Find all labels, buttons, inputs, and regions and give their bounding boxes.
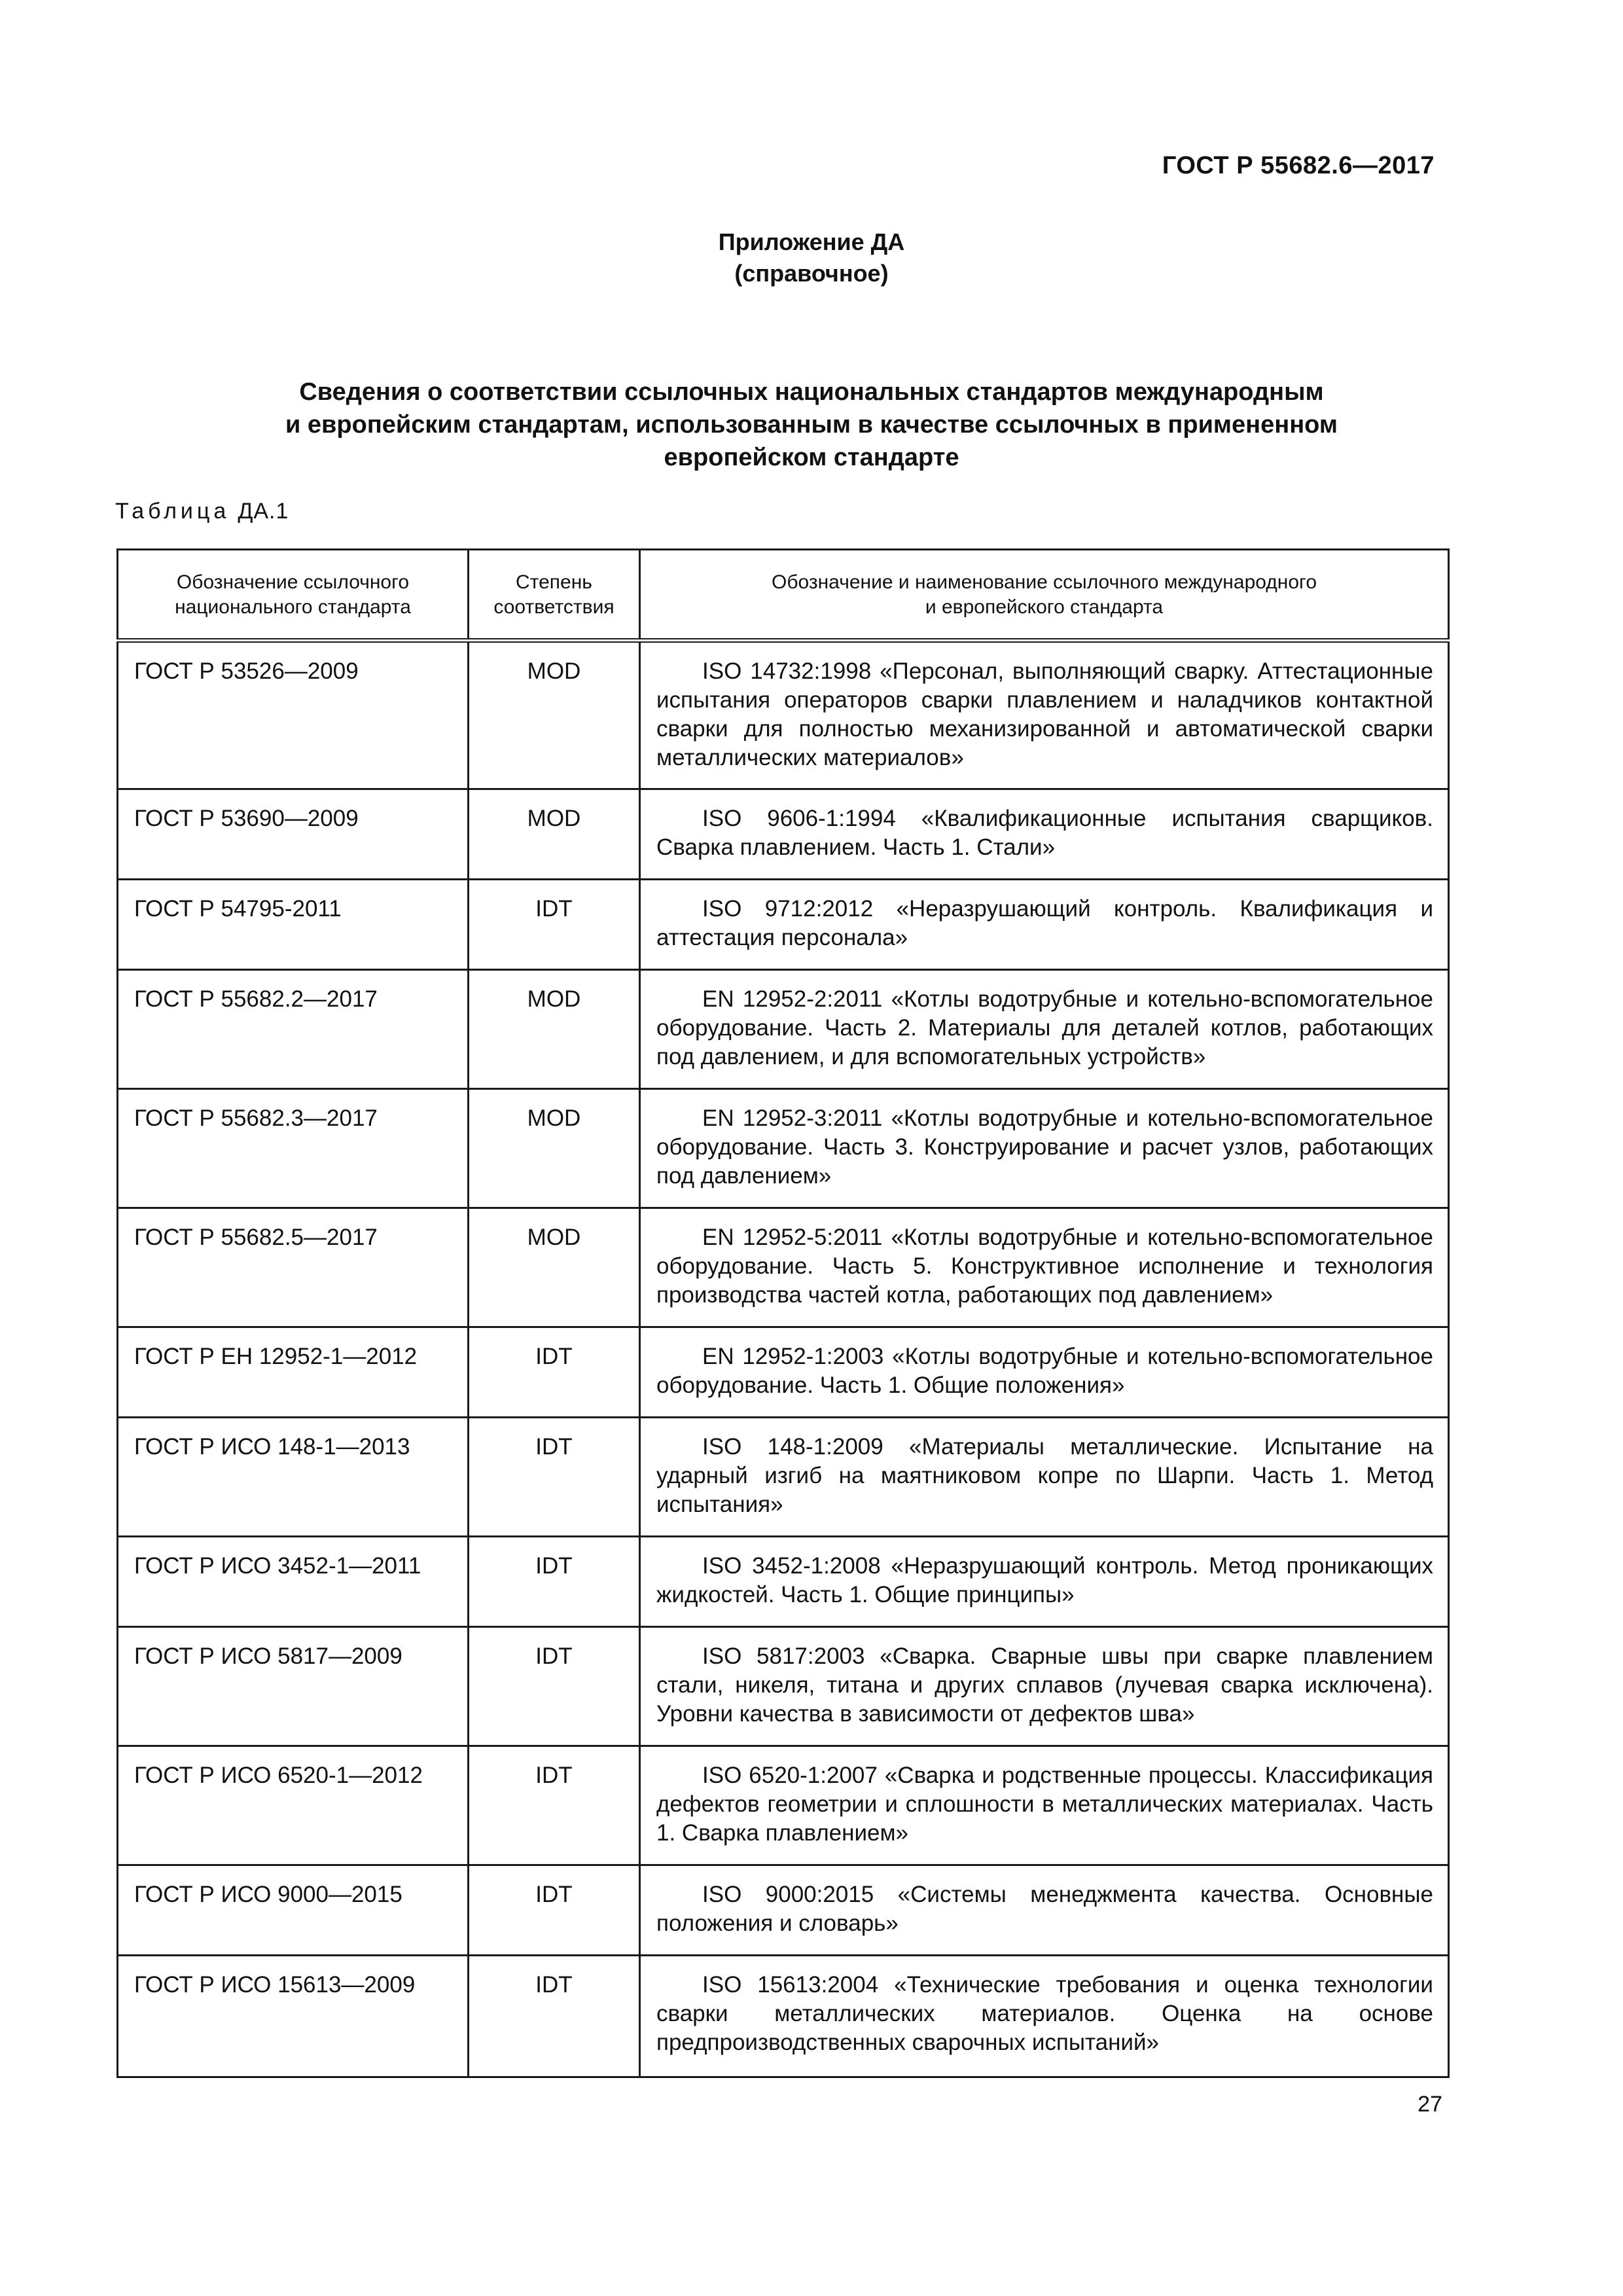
- table-row: [118, 880, 1449, 970]
- cell-degree: MOD: [469, 1089, 640, 1208]
- cell-standard: ГОСТ Р ИСО 15613—2009: [118, 1956, 469, 2077]
- table-row: [118, 1956, 1449, 2077]
- header-degree-line-2: соответствия: [493, 596, 615, 618]
- header-degree: [469, 550, 640, 641]
- header-national-standard: [118, 550, 469, 641]
- appendix-title: Приложение ДА: [718, 228, 905, 255]
- cell-degree: IDT: [469, 1865, 640, 1956]
- section-title-line-2: и европейским стандартам, использованным в качестве ссылочных в примененном: [285, 411, 1338, 439]
- header-national-standard-line-2: национального стандарта: [175, 596, 411, 618]
- header-international-standard-line-2: и европейского стандарта: [925, 596, 1164, 618]
- cell-degree: IDT: [469, 1537, 640, 1627]
- table-header-row: [118, 550, 1449, 641]
- cell-standard: ГОСТ Р ИСО 6520-1—2012: [118, 1746, 469, 1865]
- section-title-line-3: европейском стандарте: [664, 444, 959, 471]
- table-row: [118, 1746, 1449, 1865]
- section-title: [0, 376, 1623, 474]
- table-caption-word: Таблица: [115, 499, 230, 524]
- cell-degree: IDT: [469, 1327, 640, 1418]
- cell-description: ISO 5817:2003 «Сварка. Сварные швы при сварке плавлением стали, никеля, титана и других сплавов (лучевая сварка исключена). Уровни качества в зависимости от дефектов шва»: [640, 1627, 1449, 1746]
- table-row: [118, 1627, 1449, 1746]
- cell-degree: IDT: [469, 1956, 640, 2077]
- table-row: [118, 1418, 1449, 1537]
- cell-standard: ГОСТ Р 53526—2009: [118, 641, 469, 789]
- cell-standard: ГОСТ Р 54795-2011: [118, 880, 469, 970]
- cell-standard: ГОСТ Р 53690—2009: [118, 789, 469, 880]
- table-row: [118, 641, 1449, 789]
- table-row: [118, 1327, 1449, 1418]
- cell-standard: ГОСТ Р ИСО 148-1—2013: [118, 1418, 469, 1537]
- table-row: [118, 1208, 1449, 1327]
- cell-description: ISO 15613:2004 «Технические требования и оценка технологии сварки металлических материалов. Оценка на основе предпроизводственных сварочных испытаний»: [640, 1956, 1449, 2077]
- cell-degree: MOD: [469, 970, 640, 1089]
- table-caption: [115, 499, 289, 524]
- cell-degree: MOD: [469, 1208, 640, 1327]
- table-row: [118, 970, 1449, 1089]
- cell-standard: ГОСТ Р ИСО 3452-1—2011: [118, 1537, 469, 1627]
- cell-description: ISO 3452-1:2008 «Неразрушающий контроль. Метод проникающих жидкостей. Часть 1. Общие принципы»: [640, 1537, 1449, 1627]
- cell-degree: IDT: [469, 880, 640, 970]
- header-international-standard-line-1: Обозначение и наименование ссылочного международного: [771, 571, 1317, 593]
- cell-description: EN 12952-3:2011 «Котлы водотрубные и котельно-вспомогательное оборудование. Часть 3. Конструирование и расчет узлов, работающих под давлением»: [640, 1089, 1449, 1208]
- cell-description: ISO 9606-1:1994 «Квалификационные испытания сварщиков. Сварка плавлением. Часть 1. Стали»: [640, 789, 1449, 880]
- page-number: 27: [1418, 2092, 1442, 2117]
- document-code: ГОСТ Р 55682.6—2017: [1162, 152, 1435, 179]
- cell-standard: ГОСТ Р ИСО 9000—2015: [118, 1865, 469, 1956]
- appendix-heading: [0, 226, 1623, 289]
- cell-degree: MOD: [469, 789, 640, 880]
- cell-description: EN 12952-2:2011 «Котлы водотрубные и котельно-вспомогательное оборудование. Часть 2. Материалы для деталей котлов, работающих под давлением, и для вспомогательных устройств»: [640, 970, 1449, 1089]
- cell-description: ISO 148-1:2009 «Материалы металлические. Испытание на ударный изгиб на маятниковом копре по Шарпи. Часть 1. Метод испытания»: [640, 1418, 1449, 1537]
- cell-standard: ГОСТ Р 55682.5—2017: [118, 1208, 469, 1327]
- cell-standard: ГОСТ Р ИСО 5817—2009: [118, 1627, 469, 1746]
- header-national-standard-line-1: Обозначение ссылочного: [176, 571, 410, 593]
- cell-standard: ГОСТ Р ЕН 12952-1—2012: [118, 1327, 469, 1418]
- section-title-line-1: Сведения о соответствии ссылочных национальных стандартов международным: [299, 378, 1324, 406]
- cell-degree: IDT: [469, 1418, 640, 1537]
- cell-description: EN 12952-1:2003 «Котлы водотрубные и котельно-вспомогательное оборудование. Часть 1. Общие положения»: [640, 1327, 1449, 1418]
- cell-description: ISO 6520-1:2007 «Сварка и родственные процессы. Классификация дефектов геометрии и сплошности в металлических материалах. Часть 1. Сварка плавлением»: [640, 1746, 1449, 1865]
- cell-standard: ГОСТ Р 55682.2—2017: [118, 970, 469, 1089]
- cell-description: ISO 14732:1998 «Персонал, выполняющий сварку. Аттестационные испытания операторов сварки плавлением и наладчиков контактной сварки для полностью механизированной и автоматической сварки металлических материалов»: [640, 641, 1449, 789]
- cell-description: ISO 9000:2015 «Системы менеджмента качества. Основные положения и словарь»: [640, 1865, 1449, 1956]
- header-degree-line-1: Степень: [516, 571, 592, 593]
- cell-degree: IDT: [469, 1627, 640, 1746]
- appendix-subtitle: (справочное): [734, 260, 889, 287]
- table-caption-number: ДА.1: [238, 499, 289, 524]
- table-row: [118, 1089, 1449, 1208]
- cell-description: EN 12952-5:2011 «Котлы водотрубные и котельно-вспомогательное оборудование. Часть 5. Конструктивное исполнение и технология производства частей котла, работающих под давлением»: [640, 1208, 1449, 1327]
- table-row: [118, 1865, 1449, 1956]
- cell-standard: ГОСТ Р 55682.3—2017: [118, 1089, 469, 1208]
- header-international-standard: [640, 550, 1449, 641]
- cell-degree: MOD: [469, 641, 640, 789]
- cell-degree: IDT: [469, 1746, 640, 1865]
- cell-description: ISO 9712:2012 «Неразрушающий контроль. Квалификация и аттестация персонала»: [640, 880, 1449, 970]
- table-row: [118, 1537, 1449, 1627]
- standards-table: [116, 548, 1450, 2078]
- table-row: [118, 789, 1449, 880]
